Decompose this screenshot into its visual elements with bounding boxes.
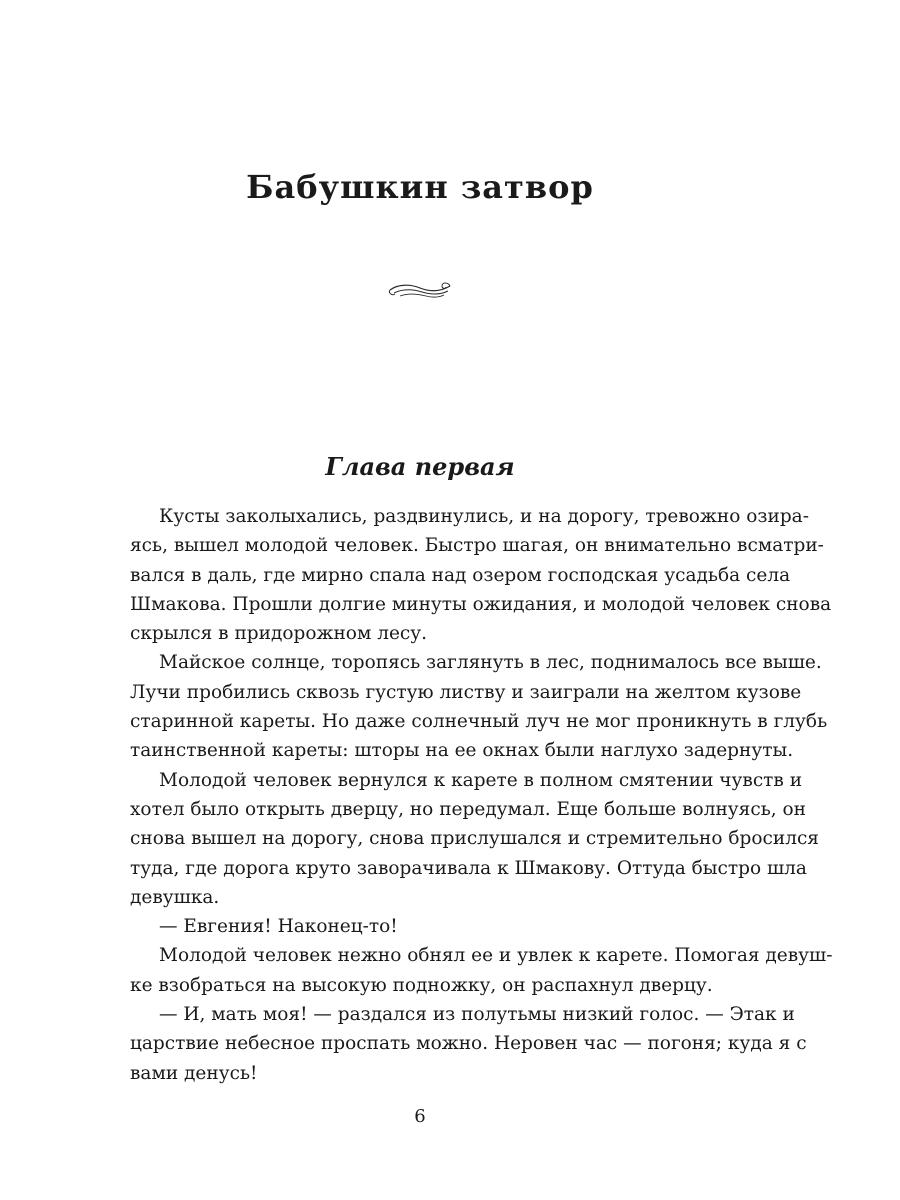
text-line: Молодой человек нежно обнял ее и увлек к карете. Помогая девуш- xyxy=(159,945,833,967)
text-line: царствие небесное проспать можно. Неровен час — погоня; куда я с xyxy=(130,1033,807,1055)
story-title: Бабушкин затвор xyxy=(246,168,594,206)
text-line: Кусты заколыхались, раздвинулись, и на дорогу, тревожно озира- xyxy=(159,506,809,527)
flourish-ornament-icon xyxy=(388,276,452,302)
text-line: снова вышел на дорогу, снова прислушался и стремительно бросился xyxy=(130,828,819,850)
text-line: ясь, вышел молодой человек. Быстро шагая, он внимательно всматри- xyxy=(130,535,824,557)
chapter-heading: Глава первая xyxy=(325,452,515,481)
paragraph xyxy=(101,502,832,648)
paragraph xyxy=(101,1000,807,1088)
paragraph xyxy=(101,912,738,941)
text-line: ке взобраться на высокую подножку, он распахнул дверцу. xyxy=(130,974,713,996)
text-line: Майское солнце, торопясь заглянуть в лес, поднималось все выше. xyxy=(159,652,822,674)
text-line: таинственной кареты: шторы на ее окнах были наглухо задернуты. xyxy=(130,740,794,762)
text-line: Молодой человек вернулся к карете в полном смятении чувств и xyxy=(159,769,803,791)
text-line: — И, мать моя! — раздался из полутьмы низкий голос. — Этак и xyxy=(159,1004,795,1026)
body-text xyxy=(101,502,833,1088)
page-number: 6 xyxy=(414,1106,426,1127)
paragraph xyxy=(101,648,828,765)
text-line: хотел было открыть дверцу, но передумал. Еще больше волнуясь, он xyxy=(130,798,806,820)
text-line: Шмакова. Прошли долгие минуты ожидания, и молодой человек снова xyxy=(130,593,832,615)
text-line: — Евгения! Наконец-то! xyxy=(159,916,398,938)
text-line: девушка. xyxy=(130,886,220,908)
text-line: туда, где дорога круто заворачивала к Шмакову. Оттуда быстро шла xyxy=(130,857,807,879)
paragraph xyxy=(101,941,833,1000)
text-line: Лучи пробились сквозь густую листву и заиграли на желтом кузове xyxy=(130,681,802,703)
text-line: скрылся в придорожном лесу. xyxy=(130,623,428,645)
text-line: вами денусь! xyxy=(130,1062,258,1084)
text-line: старинной кареты. Но даже солнечный луч не мог проникнуть в глубь xyxy=(130,711,828,733)
text-line: вался в даль, где мирно спала над озером господская усадьба села xyxy=(130,564,791,586)
paragraph xyxy=(101,766,819,912)
